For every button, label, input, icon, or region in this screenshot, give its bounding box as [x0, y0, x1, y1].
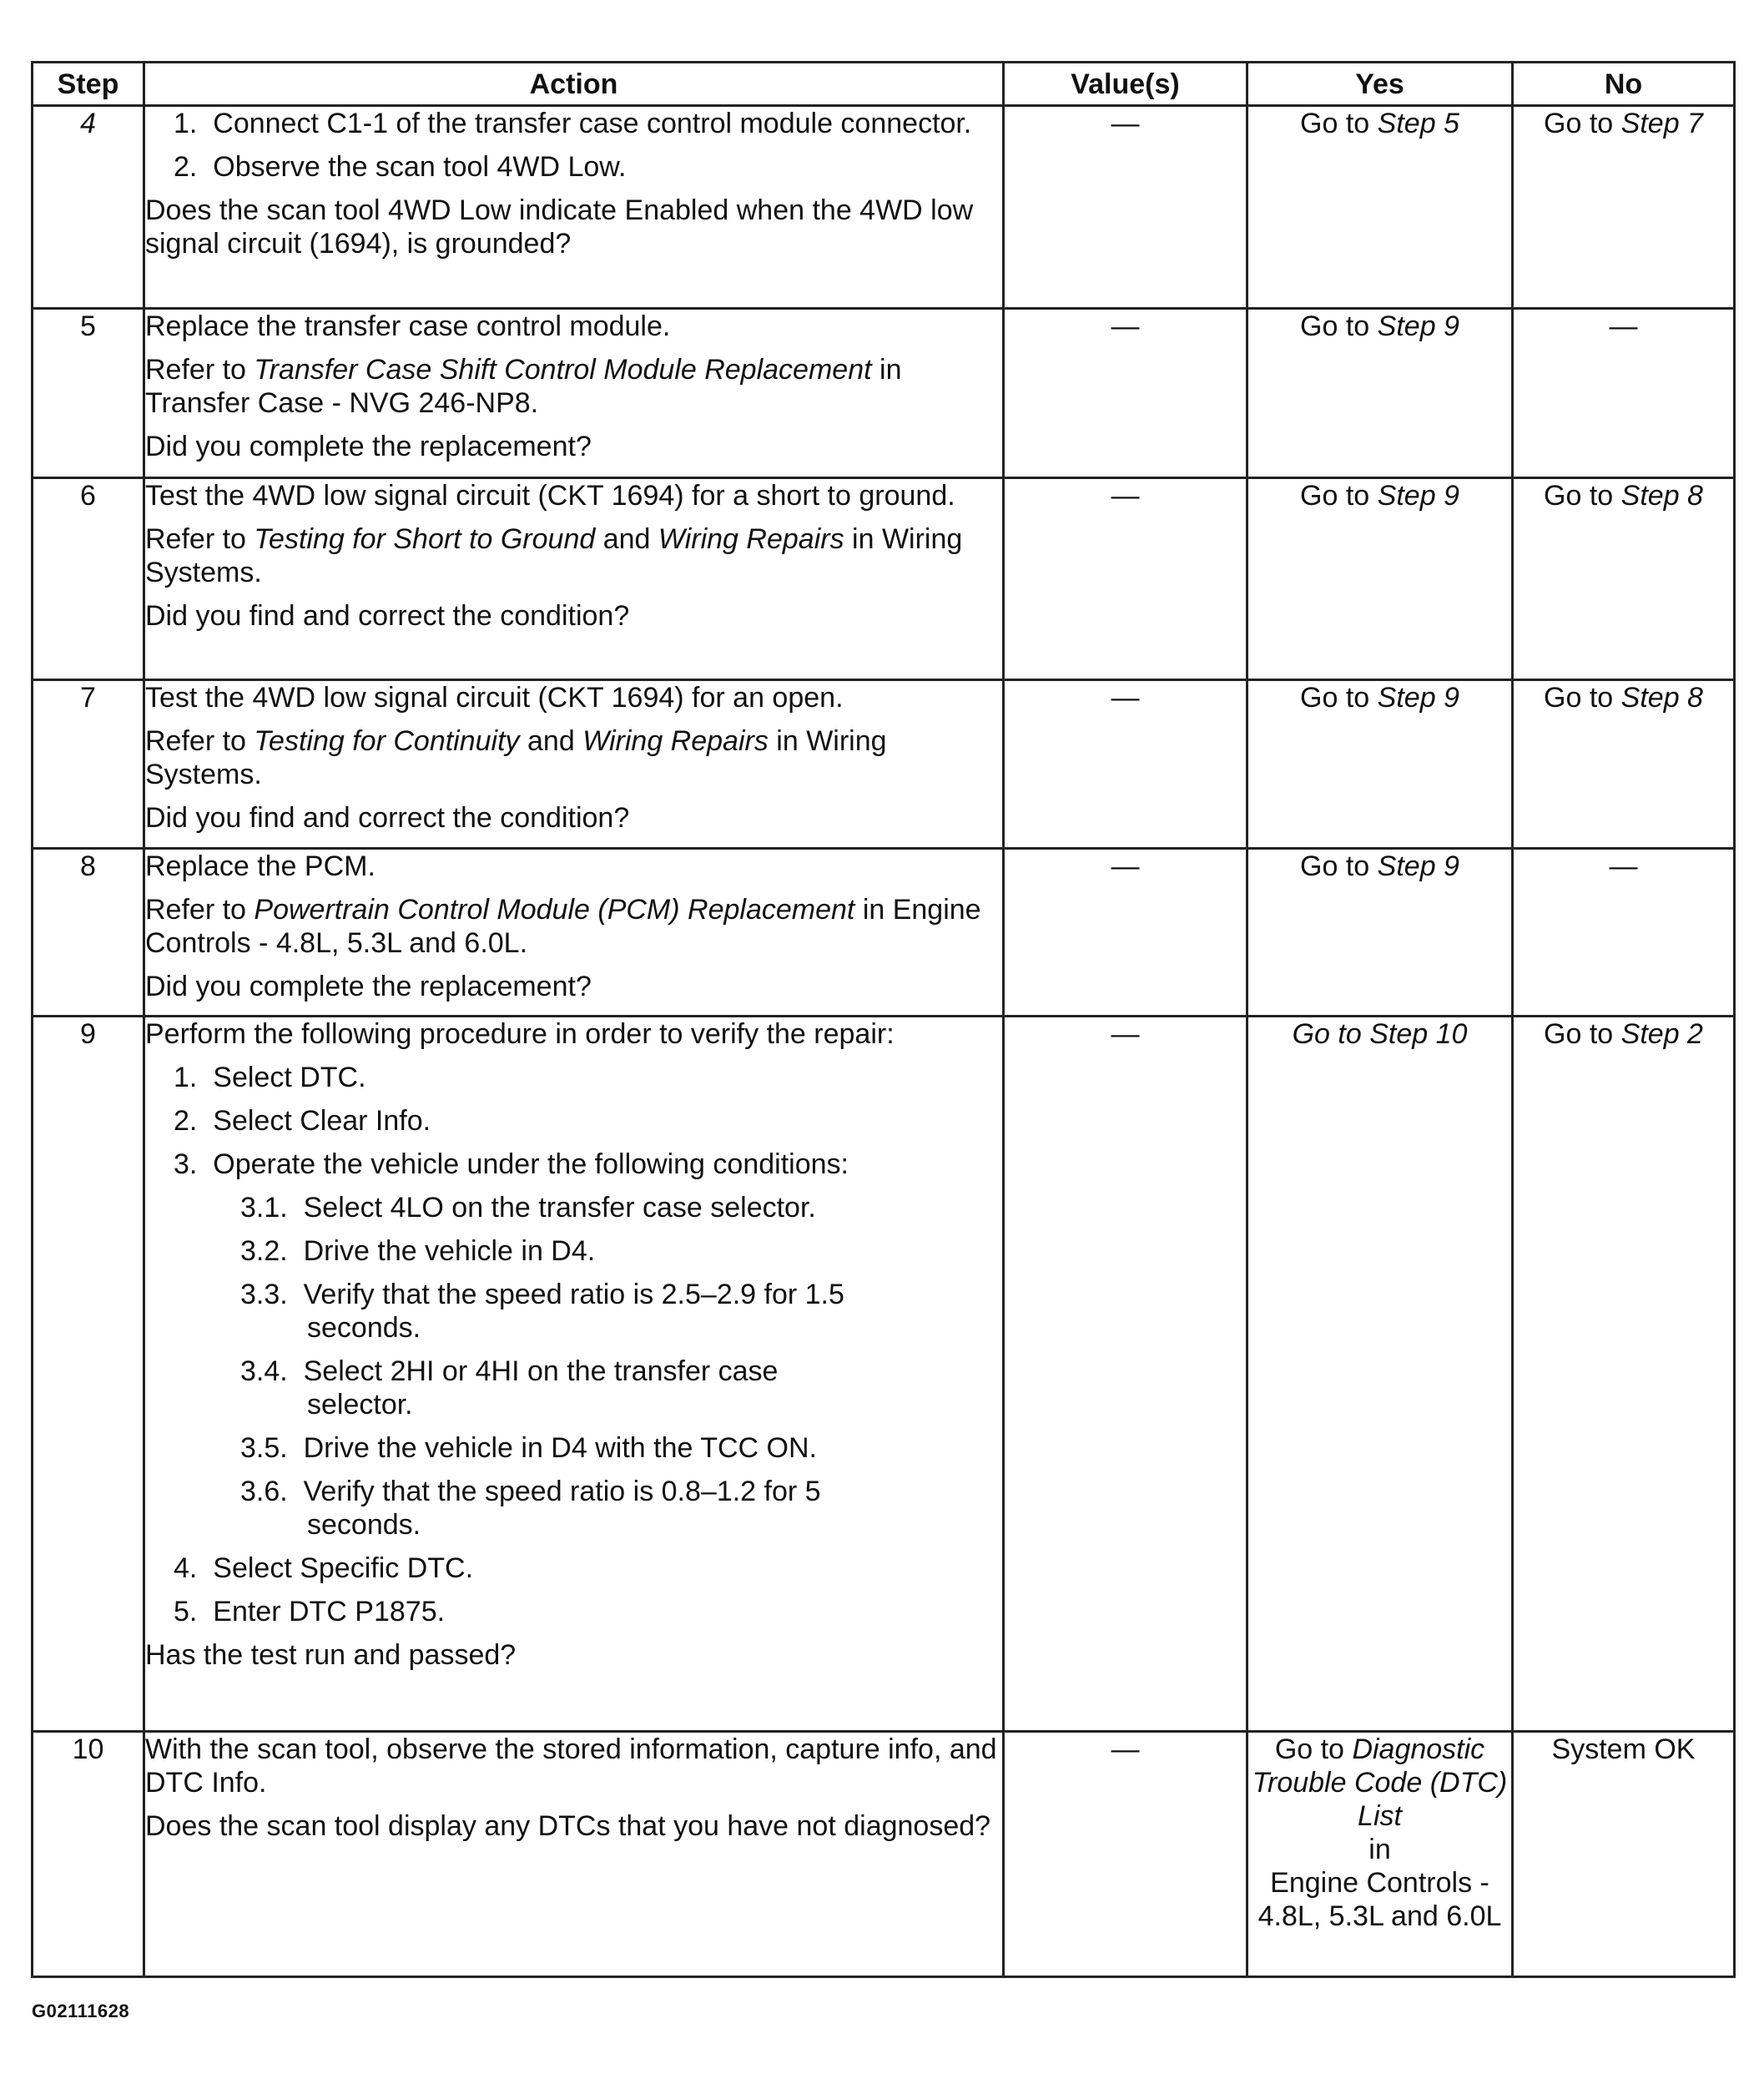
reference-text: Refer to Testing for Continuity and Wiring Repairs in Wiring Systems. — [145, 725, 887, 790]
value-cell: — — [1004, 1017, 1247, 1732]
no-step-link[interactable]: Step 2 — [1620, 1018, 1703, 1050]
no-cell: System OK — [1513, 1732, 1735, 1977]
sub-list-item: 3.6. Verify that the speed ratio is 0.8–1.2 for 5 seconds. — [240, 1476, 821, 1541]
yes-cell: Go to Step 9 — [1247, 680, 1513, 849]
reference-link[interactable]: Wiring Repairs — [658, 523, 844, 555]
list-item: 4. Select Specific DTC. — [174, 1552, 474, 1584]
action-cell — [144, 106, 1004, 309]
diagnostic-table — [31, 61, 1736, 1978]
no-cell: — — [1513, 309, 1735, 478]
action-cell: Test the 4WD low signal circuit (CKT 1694) for a short to ground. Refer to Testing for Short to Ground and Wiring Repairs in Wiring Systems. Did you find and correct the condition? — [144, 478, 1004, 680]
sub-list-item: 3.3. Verify that the speed ratio is 2.5–2.9 for 1.5 seconds. — [240, 1279, 844, 1344]
header-no: No — [1513, 63, 1735, 106]
yes-cell: Go to Step 9 — [1247, 849, 1513, 1017]
reference-text: Refer to Testing for Short to Ground and Wiring Repairs in Wiring Systems. — [145, 523, 963, 588]
yes-step-link[interactable]: Step 10 — [1369, 1018, 1468, 1050]
table-row-step-5 — [33, 309, 1735, 478]
action-cell: Perform the following procedure in order to verify the repair: 1. Select DTC. 2. Select Clear Info. 3. Operate the vehicle under the following conditions: 3.1. Select 4LO on the transfer case selector. 3.2. Drive the vehicle in D4. 3.3. Verify that the speed ratio is 2.5–2.9 for 1.5 seconds. 3.4. Select 2HI or 4HI on the transfer case selector. 3.5. Drive the vehicle in D4 with the TCC ON. 3.6. Verify that the speed ratio is 0.8–1.2 for 5 seconds. 4. Select Specific DTC. 5. Enter DTC P1875. Has the test run and passed? — [144, 1017, 1004, 1732]
yes-step-link[interactable]: Step 5 — [1377, 108, 1459, 139]
yes-cell: Go to Step 9 — [1247, 309, 1513, 478]
value-cell: — — [1004, 680, 1247, 849]
no-cell: Go to Step 2 — [1513, 1017, 1735, 1732]
yes-cell: Go to Step 9 — [1247, 478, 1513, 680]
action-cell: Replace the transfer case control module. Refer to Transfer Case Shift Control Module Replacement in Transfer Case - NVG 246-NP8. Did you complete the replacement? — [144, 309, 1004, 478]
yes-step-link[interactable]: Step 9 — [1377, 310, 1459, 342]
no-step-link[interactable]: Step 8 — [1620, 682, 1703, 714]
step-number: 4 — [33, 106, 144, 309]
table-row-step-7 — [33, 680, 1735, 849]
figure-id: G02111628 — [32, 2001, 130, 2021]
header-step: Step — [33, 63, 144, 106]
reference-text: Refer to Transfer Case Shift Control Module Replacement in Transfer Case - NVG 246-NP8. — [145, 354, 902, 419]
question-text: Did you find and correct the condition? — [145, 802, 630, 834]
value-cell: — — [1004, 309, 1247, 478]
sub-list-item: 3.1. Select 4LO on the transfer case selector. — [240, 1192, 816, 1224]
reference-link[interactable]: Transfer Case Shift Control Module Replacement — [254, 354, 872, 386]
table-row-step-10 — [33, 1732, 1735, 1977]
no-cell: Go to Step 7 — [1513, 106, 1735, 309]
step-number: 8 — [33, 849, 144, 1017]
step-number: 5 — [33, 309, 144, 478]
action-cell: Test the 4WD low signal circuit (CKT 1694) for an open. Refer to Testing for Continuity and Wiring Repairs in Wiring Systems. Did you find and correct the condition? — [144, 680, 1004, 849]
table-row-step-8 — [33, 849, 1735, 1017]
action-cell: With the scan tool, observe the stored information, capture info, and DTC Info. Does the scan tool display any DTCs that you have not diagnosed? — [144, 1732, 1004, 1977]
list-item: 1. Connect C1-1 of the transfer case control module connector. — [174, 108, 972, 139]
value-cell: — — [1004, 849, 1247, 1017]
no-step-link[interactable]: Step 8 — [1620, 480, 1703, 512]
action-cell: Replace the PCM. Refer to Powertrain Control Module (PCM) Replacement in Engine Controls - 4.8L, 5.3L and 6.0L. Did you complete the replacement? — [144, 849, 1004, 1017]
question-text: Did you complete the replacement? — [145, 971, 592, 1002]
yes-cell: Go to Diagnostic Trouble Code (DTC) List in Engine Controls - 4.8L, 5.3L and 6.0L — [1247, 1732, 1513, 1977]
step-number: 10 — [33, 1732, 144, 1977]
question-text: Did you complete the replacement? — [145, 431, 592, 462]
header-values: Value(s) — [1004, 63, 1247, 106]
step-number: 6 — [33, 478, 144, 680]
header-action: Action — [144, 63, 1004, 106]
value-cell: — — [1004, 106, 1247, 309]
list-item: 5. Enter DTC P1875. — [174, 1596, 446, 1627]
list-item: 1. Select DTC. — [174, 1062, 366, 1093]
yes-step-link[interactable]: Step 9 — [1377, 480, 1459, 512]
reference-link[interactable]: Testing for Short to Ground — [254, 523, 596, 555]
reference-text: Refer to Powertrain Control Module (PCM) Replacement in Engine Controls - 4.8L, 5.3L and 6.0L. — [145, 894, 981, 959]
reference-link[interactable]: Powertrain Control Module (PCM) Replacement — [254, 894, 855, 926]
list-item: 3. Operate the vehicle under the following conditions: — [174, 1148, 849, 1180]
table-row-step-9 — [33, 1017, 1735, 1732]
value-cell: — — [1004, 478, 1247, 680]
reference-link[interactable]: Testing for Continuity — [254, 725, 520, 757]
dtc-list-link[interactable]: Diagnostic Trouble Code (DTC) List — [1252, 1733, 1508, 1832]
no-step-link[interactable]: Step 7 — [1620, 108, 1703, 139]
list-item: 2. Observe the scan tool 4WD Low. — [174, 151, 627, 183]
no-cell: — — [1513, 849, 1735, 1017]
value-cell: — — [1004, 1732, 1247, 1977]
question-text: Has the test run and passed? — [145, 1639, 517, 1671]
sub-list-item: 3.5. Drive the vehicle in D4 with the TCC ON. — [240, 1432, 817, 1464]
table-header-row — [33, 63, 1735, 106]
sub-list-item: 3.4. Select 2HI or 4HI on the transfer case selector. — [240, 1355, 779, 1421]
yes-step-link[interactable]: Step 9 — [1377, 850, 1459, 882]
no-cell: Go to Step 8 — [1513, 478, 1735, 680]
no-cell: Go to Step 8 — [1513, 680, 1735, 849]
reference-link[interactable]: Wiring Repairs — [582, 725, 769, 757]
question-text: Did you find and correct the condition? — [145, 600, 630, 632]
yes-cell: Go to Step 10 — [1247, 1017, 1513, 1732]
header-yes: Yes — [1247, 63, 1513, 106]
table-row-step-6 — [33, 478, 1735, 680]
question-text: Does the scan tool 4WD Low indicate Enabled when the 4WD low signal circuit (1694), is grounded? — [145, 194, 974, 260]
table-row-step-4 — [33, 106, 1735, 309]
yes-cell: Go to Step 5 — [1247, 106, 1513, 309]
step-number: 7 — [33, 680, 144, 849]
sub-list-item: 3.2. Drive the vehicle in D4. — [240, 1235, 596, 1267]
list-item: 2. Select Clear Info. — [174, 1105, 431, 1137]
yes-step-link[interactable]: Step 9 — [1377, 682, 1459, 714]
question-text: Does the scan tool display any DTCs that you have not diagnosed? — [145, 1810, 991, 1842]
step-number: 9 — [33, 1017, 144, 1732]
